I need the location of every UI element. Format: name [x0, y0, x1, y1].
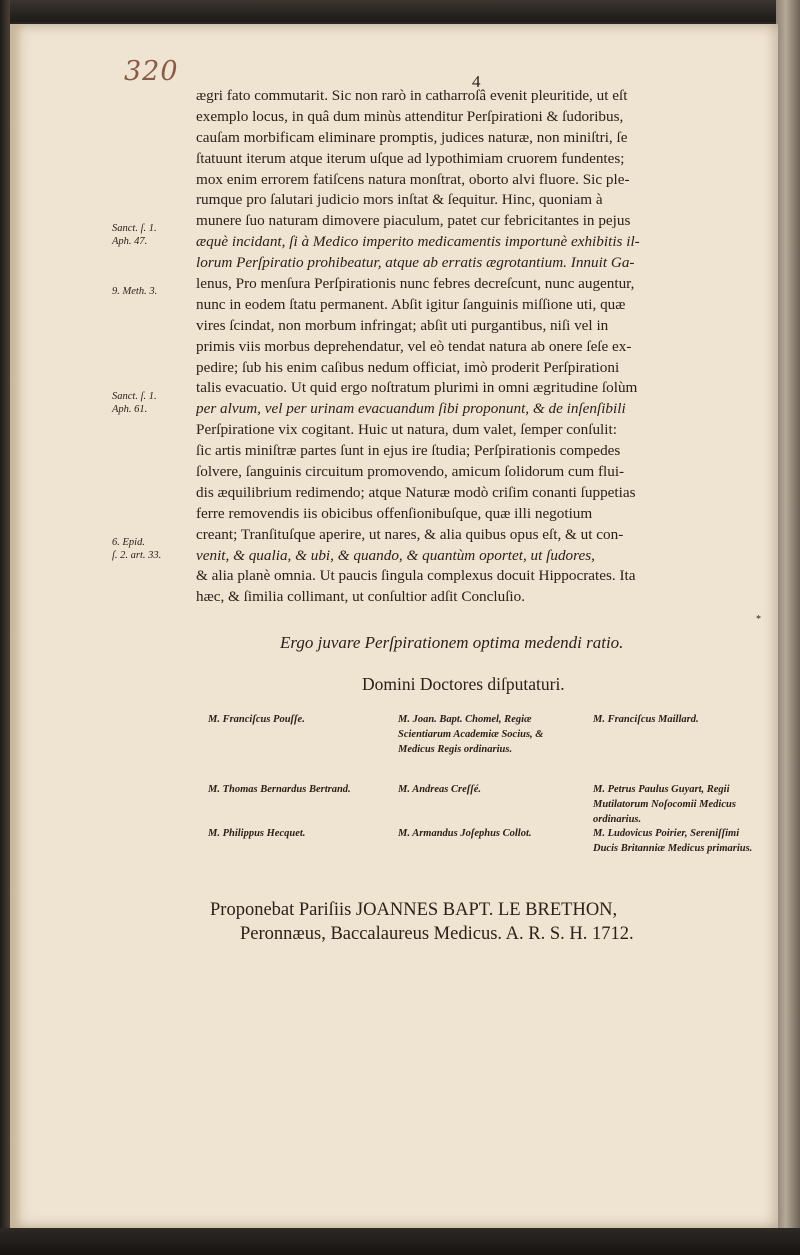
margin-note-line: ſ. 2. art. 33. — [112, 549, 162, 561]
margin-note-line: Aph. 47. — [112, 236, 148, 248]
body-line: ægri fato commutarit. Sic non rarò in catharroſâ evenit pleuritide, ut eſt — [196, 87, 628, 104]
page-gutter-shadow — [10, 24, 22, 1228]
page-number: 4 — [472, 72, 481, 91]
doctor-name: M. Philippus Hecquet. — [208, 828, 306, 839]
body-line: ſolvere, ſanguinis circuitum promovendo, amicum ſolidorum cum flui- — [196, 463, 625, 481]
margin-note-line: Sanct. ſ. 1. — [112, 223, 157, 235]
doctor-name: M. Franciſcus Maillard. — [593, 714, 699, 725]
margin-note — [112, 390, 157, 416]
body-line: ſtatuunt iterum atque iterum uſque ad lypothimiam cruorem fundentes; — [196, 149, 625, 167]
margin-note-line: Sanct. ſ. 1. — [112, 390, 157, 402]
body-line: rumque pro ſalutari judicio mors inſtat & ſequitur. Hinc, quoniam à — [196, 191, 603, 209]
margin-note — [112, 222, 157, 248]
body-line: dis æquilibrium redimendo; atque Naturæ modò criſim conanti ſuppetias — [196, 483, 636, 501]
body-line: per alvum, vel per urinam evacuandum ſibi proponunt, & de inſenſibili — [196, 400, 626, 418]
body-line: creant; Tranſituſque aperire, ut nares, & alia quibus opus eſt, & ut con- — [196, 525, 624, 543]
doctors-heading: Domini Doctores diſputaturi. — [362, 674, 565, 694]
body-line: hæc, & ſimilia collimant, ut conſultior adſit Concluſio. — [196, 588, 526, 606]
body-line: vires ſcindat, non morbum infringat; abſit uti purgantibus, niſi vel in — [196, 316, 609, 334]
body-line: lorum Perſpiratio prohibeatur, atque ab erratis ægrotantium. Innuit Ga- — [196, 254, 635, 272]
scan-frame-right — [776, 0, 800, 1255]
doctor-name: M. Armandus Joſephus Collot. — [398, 828, 532, 839]
body-line: æquè incidant, ſi à Medico imperito medicamentis importunè exhibitis il- — [196, 233, 640, 251]
doctor-name: M. Andreas Creſſé. — [398, 784, 482, 795]
imprint-line-1: Proponebat Pariſiis JOANNES BAPT. LE BRETHON, — [210, 900, 618, 920]
conclusion-line: Ergo juvare Perſpirationem optima medendi ratio. — [280, 633, 624, 652]
doctor-name: M. Ludovicus Poirier, Sereniſſimi Ducis Britanniæ Medicus primarius. — [593, 828, 753, 854]
body-line: & alia planè omnia. Ut paucis ſingula complexus docuit Hippocrates. Ita — [196, 567, 636, 585]
body-line: cauſam morbificam eliminare promptis, judices naturæ, non miniſtri, ſe — [196, 128, 628, 146]
body-line: talis evacuatio. Ut quid ergo noſtratum plurimi in omni ægritudine ſolùm — [196, 379, 638, 397]
doctor-name: M. Franciſcus Pouſſe. — [208, 714, 305, 725]
body-line: pedire; ſub his enim caſibus nedum officiat, imò proderit Perſpirationi — [196, 358, 620, 376]
body-line: ſic artis miniſtræ partes ſunt in ejus ire ſtudia; Perſpirationis compedes — [196, 442, 621, 460]
margin-note-line: 9. Meth. 3. — [112, 286, 158, 297]
doctor-name: M. Joan. Bapt. Chomel, Regiæ Scientiarum Academiæ Socius, & Medicus Regis ordinarius. — [398, 714, 544, 755]
body-text — [196, 86, 756, 608]
margin-note — [112, 285, 157, 298]
body-line: nunc in eodem ſtatu permanent. Abſit igitur ſanguinis miſſione uti, quæ — [196, 295, 626, 313]
margin-note-line: 6. Epid. — [112, 536, 145, 548]
margin-note — [112, 536, 161, 562]
body-line: Perſpiratione vix cogitant. Huic ut natura, dum valet, ſemper conſulit: — [196, 421, 617, 439]
doctor-name: M. Petrus Paulus Guyart, Regii Mutilatorum Noſocomii Medicus ordinarius. — [593, 784, 736, 825]
doctor-name: M. Thomas Bernardus Bertrand. — [208, 784, 351, 795]
scan-frame-left — [0, 0, 10, 1255]
scan-frame-bottom — [0, 1228, 800, 1255]
body-line: venit, & qualia, & ubi, & quando, & quantùm oportet, ut ſudores, — [196, 546, 595, 564]
body-line: primis viis morbus deprehendatur, vel eò tendat natura ab onere ſeſe ex- — [196, 337, 632, 355]
handwritten-page-number: 320 — [124, 56, 179, 87]
body-line: exemplo locus, in quâ dum minùs attenditur Perſpirationi & ſudoribus, — [196, 107, 624, 125]
body-line: ferre removendis iis obicibus offenſionibuſque, quæ illi negotium — [196, 504, 593, 522]
imprint — [210, 898, 770, 946]
body-line: mox enim errorem fatiſcens natura monſtrat, oborto alvi fluore. Sic ple- — [196, 170, 630, 188]
imprint-line-2: Peronnæus, Baccalaureus Medicus. A. R. S. H. 1712. — [240, 924, 634, 944]
asterisk-mark: * — [756, 614, 761, 625]
body-line: lenus, Pro menſura Perſpirationis nunc febres decreſcunt, nunc augentur, — [196, 275, 635, 293]
margin-note-line: Aph. 61. — [112, 403, 148, 415]
body-line: munere ſuo naturam dimovere piaculum, patet cur febricitantes in pejus — [196, 212, 631, 230]
scan-frame-top — [0, 0, 800, 22]
